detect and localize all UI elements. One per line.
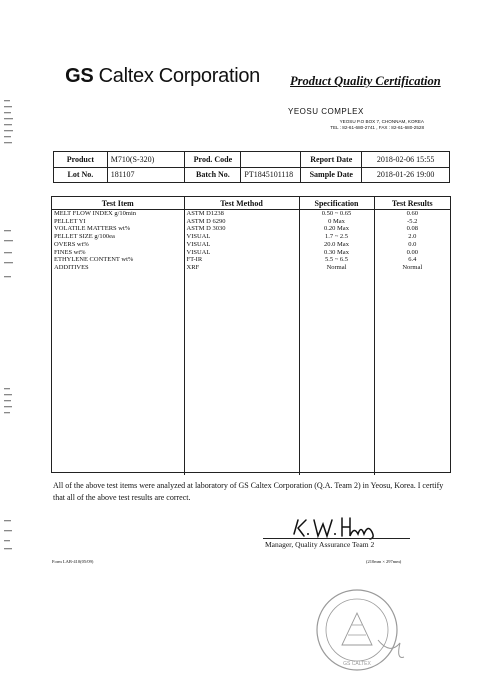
test-method: VISUAL	[186, 248, 211, 256]
report-date-value: 2018-02-06 15:55	[362, 152, 450, 168]
specification: Normal	[326, 263, 347, 271]
svg-text:GS CALTEX: GS CALTEX	[343, 661, 371, 667]
scan-margin-marks	[0, 0, 24, 700]
test-item: PELLET YI	[54, 217, 86, 225]
product-value: M710(S-320)	[107, 152, 185, 168]
complex-name: YEOSU COMPLEX	[288, 107, 364, 116]
specification: 5.5 ~ 6.5	[324, 256, 349, 264]
report-date-label: Report Date	[301, 152, 362, 168]
specification: 1.7 ~ 2.5	[324, 233, 349, 241]
test-method: ASTM D 3030	[186, 225, 226, 233]
test-result: 0.08	[406, 225, 418, 233]
test-item: MELT FLOW INDEX g/10min	[54, 210, 137, 217]
test-result: 0.00	[406, 248, 418, 256]
document-title: Product Quality Certification	[290, 74, 441, 88]
test-item: FINES wt%	[54, 248, 86, 256]
test-result: 0.60	[406, 210, 418, 217]
header-specification: Specification	[299, 197, 374, 210]
test-result: Normal	[402, 263, 423, 271]
paper-size-note: (210mm × 297mm)	[366, 559, 402, 564]
signatory-title: Manager, Quality Assurance Team 2	[265, 540, 375, 549]
test-item: PELLET SIZE g/100ea	[54, 233, 115, 241]
certification-statement: All of the above test items were analyzed at laboratory of GS Caltex Corporation (Q.A. Team 2) in Yeosu, Korea. I certify that all of the above test results are correct.	[53, 481, 444, 502]
test-item: VOLATILE MATTERS wt%	[54, 225, 131, 233]
company-logo	[60, 60, 260, 92]
header-test-item: Test Item	[52, 197, 184, 210]
batch-value: PT1845101118	[241, 167, 301, 183]
prod-code-value	[241, 152, 301, 168]
product-info-table	[53, 151, 450, 183]
test-item: OVERS wt%	[54, 240, 89, 248]
prod-code-label: Prod. Code	[185, 152, 241, 168]
specification: 20.0 Max	[324, 240, 349, 248]
column-specification	[299, 210, 374, 476]
info-row-lot	[54, 167, 450, 183]
form-number: Form LAB-410(05/09)	[52, 559, 94, 564]
handwritten-signature	[290, 512, 380, 540]
specification: 0 Max	[328, 217, 345, 225]
sample-date-value: 2018-01-26 19:00	[362, 167, 450, 183]
complex-address	[288, 119, 424, 130]
address-line-1: YEOSU P.O BOX 7, CHONNAM, KOREA	[339, 119, 424, 124]
test-method: ASTM D1238	[186, 210, 224, 217]
test-item: ADDITIVES	[54, 263, 89, 271]
header-test-method: Test Method	[184, 197, 299, 210]
lot-label: Lot No.	[54, 167, 108, 183]
column-test-item	[52, 210, 184, 476]
header-test-results: Test Results	[374, 197, 450, 210]
test-result: -5.2	[407, 217, 418, 225]
test-item: ETHYLENE CONTENT wt%	[54, 256, 134, 264]
test-method: VISUAL	[186, 233, 211, 241]
column-test-method	[184, 210, 299, 476]
specification: 0.30 Max	[324, 248, 349, 256]
results-header-row	[52, 197, 450, 210]
specification: 0.50 ~ 0.65	[321, 210, 352, 217]
signature-line	[263, 538, 410, 539]
test-result: 6.4	[408, 256, 417, 264]
product-label: Product	[54, 152, 108, 168]
address-line-2: TEL : 82-61-680-2741 , FAX : 82-61-680-2528	[330, 124, 424, 130]
test-results-table	[51, 196, 451, 473]
test-result: 2.0	[408, 233, 417, 241]
lot-value: 181107	[107, 167, 185, 183]
test-method: FT-IR	[186, 256, 203, 264]
company-name: GS Caltex Corporation	[65, 64, 260, 87]
test-method: ASTM D 6290	[186, 217, 226, 225]
specification: 0.20 Max	[324, 225, 349, 233]
company-seal-stamp	[312, 585, 407, 675]
sample-date-label: Sample Date	[301, 167, 362, 183]
column-test-results	[374, 210, 450, 476]
test-method: XRF	[186, 263, 200, 271]
test-method: VISUAL	[186, 240, 211, 248]
info-row-product	[54, 152, 450, 168]
results-body	[52, 210, 450, 476]
test-result: 0.0	[408, 240, 417, 248]
batch-label: Batch No.	[185, 167, 241, 183]
